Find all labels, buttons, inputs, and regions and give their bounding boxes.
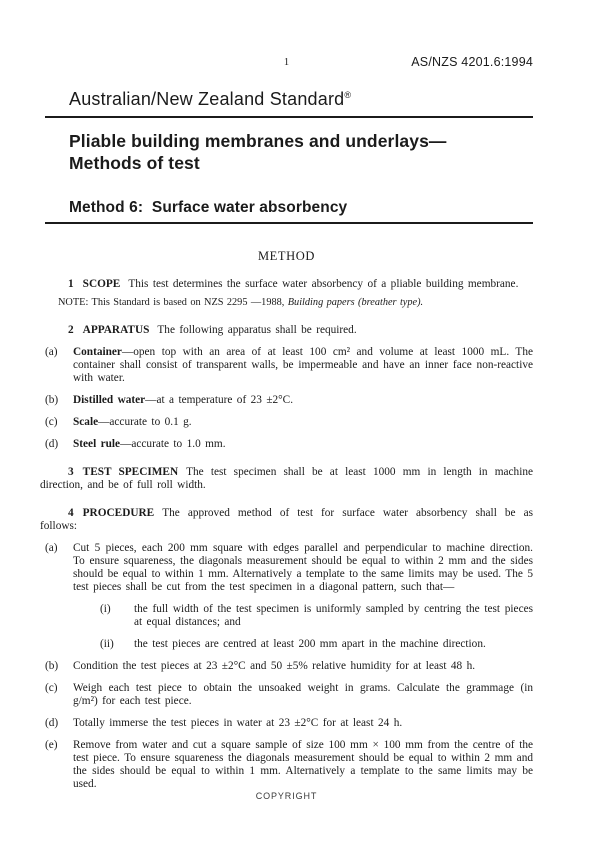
section-scope	[40, 278, 533, 291]
procedure-subitem-i	[40, 603, 533, 629]
apparatus-item-a	[40, 346, 533, 385]
apparatus-text: —accurate to 0.1 g.	[98, 416, 192, 428]
section-text: The approved method of test for surface water absorbency shall be as follows:	[40, 507, 533, 532]
apparatus-text: —open top with an area of at least 100 cm² and volume at least 1000 mL. The container shall consist of transparent walls, be impermeable and have an inner face non-reactive with water.	[73, 346, 533, 384]
horizontal-rule-top	[45, 116, 533, 118]
section-text: The following apparatus shall be required.	[157, 324, 357, 336]
apparatus-item-b	[40, 394, 533, 407]
method-section-heading: METHOD	[257, 249, 316, 263]
page-number: 1	[283, 57, 290, 68]
apparatus-term: Distilled water	[73, 394, 146, 406]
procedure-subtext: the full width of the test specimen is uniformly sampled by centring the test pieces at equal distances; and	[134, 603, 533, 628]
section-title: PROCEDURE	[82, 507, 155, 519]
scope-note	[58, 297, 533, 309]
method-title: Method 6: Surface water absorbency	[69, 199, 348, 216]
document-title	[69, 130, 533, 174]
procedure-text: Cut 5 pieces, each 200 mm square with edges parallel and perpendicular to machine direction. To ensure squareness, the diagonals measurement should be equal to within 2 mm and the sides should be equal to within 1 mm. Alternatively a template to the same limits may be used. The 5 test pieces shall be cut from the test specimen in a diagonal pattern, such that—	[73, 542, 533, 593]
apparatus-term: Steel rule	[73, 438, 121, 450]
procedure-item-a	[40, 542, 533, 594]
section-text: The test specimen shall be at least 1000 mm in length in machine direction, and be of full roll width.	[40, 466, 533, 491]
document-title-line1: Pliable building membranes and underlays—	[69, 131, 447, 151]
brand-text: Australian/New Zealand Standard	[69, 89, 345, 109]
list-marker: (a)	[45, 542, 58, 554]
section-number: 3	[68, 466, 74, 478]
section-number: 4	[68, 507, 74, 519]
note-referenced-title: Building papers (breather type).	[287, 297, 424, 308]
procedure-text: Remove from water and cut a square sample of size 100 mm × 100 mm from the centre of the test piece. To ensure squareness the diagonals measurement should be equal to within 2 mm and the sides should be equal to within 1 mm. Alternatively a template to the same limits may be used.	[73, 739, 533, 790]
section-text: This test determines the surface water absorbency of a pliable building membrane.	[128, 278, 519, 290]
section-test-specimen	[40, 466, 533, 492]
procedure-text: Condition the test pieces at 23 ±2°C and 50 ±5% relative humidity for at least 48 h.	[73, 660, 476, 672]
procedure-item-e	[40, 739, 533, 791]
section-apparatus	[40, 324, 533, 337]
apparatus-term: Container	[73, 346, 122, 358]
procedure-item-b	[40, 660, 533, 673]
horizontal-rule-method	[45, 222, 533, 224]
section-procedure	[40, 507, 533, 533]
procedure-subtext: the test pieces are centred at least 200 mm apart in the machine direction.	[134, 638, 486, 650]
section-number: 2	[68, 324, 74, 336]
procedure-item-c	[40, 682, 533, 708]
list-marker: (d)	[45, 438, 59, 450]
page-header	[40, 0, 533, 71]
list-marker: (b)	[45, 394, 59, 406]
apparatus-item-c	[40, 416, 533, 429]
list-marker: (i)	[100, 603, 111, 615]
list-marker: (d)	[45, 717, 59, 729]
copyright-footer: COPYRIGHT	[255, 791, 318, 801]
list-marker: (e)	[45, 739, 58, 751]
list-marker: (c)	[45, 682, 58, 694]
procedure-text: Weigh each test piece to obtain the unsoaked weight in grams. Calculate the grammage (in g/m²) for each test piece.	[73, 682, 533, 707]
apparatus-text: —at a temperature of 23 ±2°C.	[145, 394, 294, 406]
list-marker: (a)	[45, 346, 58, 358]
document-title-line2: Methods of test	[69, 153, 200, 173]
procedure-text: Totally immerse the test pieces in water at 23 ±2°C for at least 24 h.	[73, 717, 403, 729]
registered-trademark-symbol: ®	[344, 90, 352, 100]
procedure-subitem-ii	[40, 638, 533, 651]
section-title: TEST SPECIMEN	[82, 466, 179, 478]
apparatus-item-d	[40, 438, 533, 451]
section-title: APPARATUS	[82, 324, 150, 336]
list-marker: (ii)	[100, 638, 114, 650]
standard-brand-heading	[69, 89, 533, 110]
list-marker: (c)	[45, 416, 58, 428]
document-code: AS/NZS 4201.6:1994	[411, 55, 533, 69]
apparatus-text: —accurate to 1.0 mm.	[120, 438, 226, 450]
procedure-item-d	[40, 717, 533, 730]
list-marker: (b)	[45, 660, 59, 672]
section-title: SCOPE	[82, 278, 121, 290]
apparatus-term: Scale	[73, 416, 99, 428]
section-number: 1	[68, 278, 74, 290]
note-text: NOTE: This Standard is based on NZS 2295 —1988,	[58, 297, 288, 308]
